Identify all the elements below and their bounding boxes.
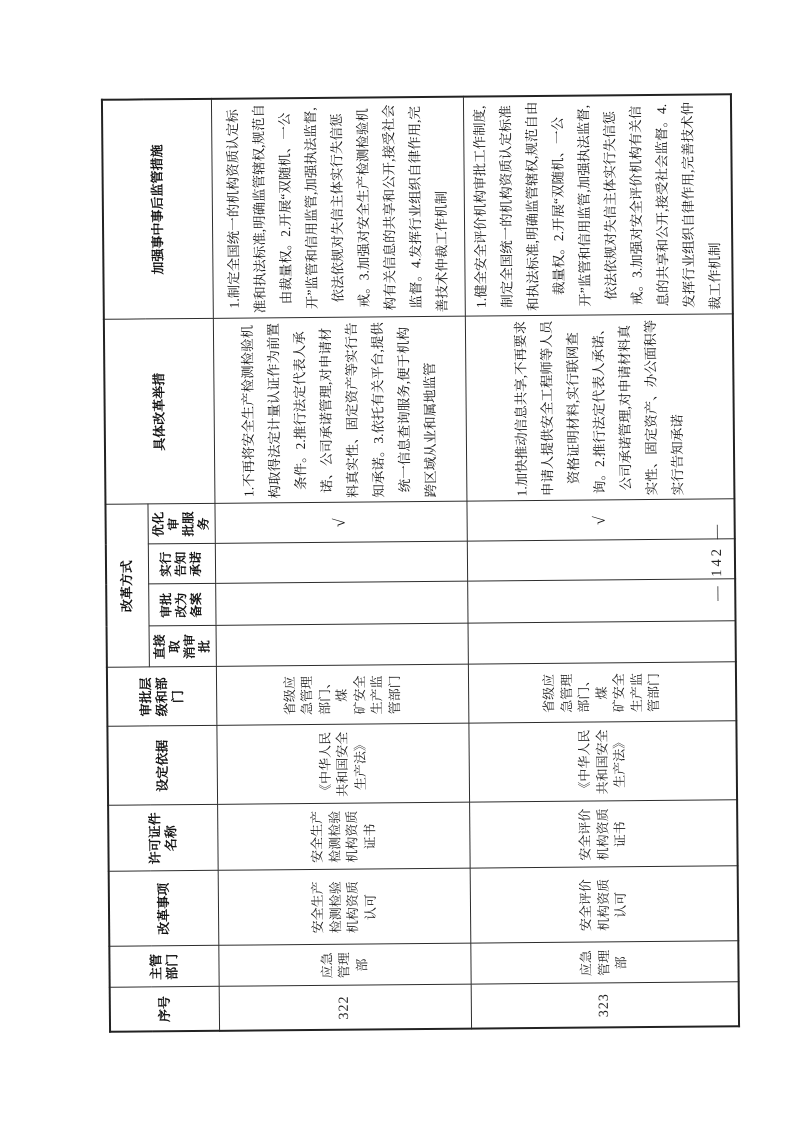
cell-reform-measures: 1.加快推动信息共享,不再要求申请人提供安全工程师等人员资格证明材料,实行联网查询。2.推行法定代表人承诺、公司承诺管理,对申请材料真实性、固定资产、办公面积等实行告知承诺 xyxy=(465,314,734,501)
table-row-322 xyxy=(211,97,471,1031)
col-header-legal-basis: 设定依据 xyxy=(107,726,217,806)
cell-reform-item: 安全生产 检测检验 机构资质 认可 xyxy=(218,869,471,946)
col-header-approval-level: 审批层 级和部 门 xyxy=(107,667,217,727)
checkmark-optimize-service: √ xyxy=(214,502,466,544)
cell-supervision-measures: 1.健全安全评价机构审批工作制度,制定全国统一的机构资质认定标准和执法标准,明确监管辖权,规范自由裁量权。2.开展“双随机、一公开”监管和信用监管,加强执法监督,依法依规对失信主体实行失信惩戒。3.加强对安全评价机构有关信息的共享和公开,接受社会监督。4.发挥行业组织自律作用,完善技术仲裁工作机制 xyxy=(463,94,732,316)
cell-department: 应急 管理 部 xyxy=(470,941,738,984)
col-header-reform-method: 改革方式 xyxy=(105,504,148,667)
cell-approval-level: 省级应 急管理 部门、煤 矿安全 生产监 管部门 xyxy=(216,665,469,726)
table-row-323 xyxy=(463,94,739,1028)
cell-license-name: 安全评价 机构资质 证书 xyxy=(469,800,737,868)
cell-change-to-record xyxy=(215,582,467,626)
col-header-reform-item: 改革事项 xyxy=(109,871,219,947)
cell-cancel-approval xyxy=(216,624,468,667)
cell-approval-level: 省级应 急管理 部门、煤 矿安全 生产监 管部门 xyxy=(468,662,736,723)
cell-reform-item: 安全评价 机构资质 认可 xyxy=(470,866,738,943)
cell-license-name: 安全生产 检测检验 机构资质 证书 xyxy=(217,803,470,871)
rotated-sheet xyxy=(101,95,749,1033)
checkmark-optimize-service: √ xyxy=(466,499,734,541)
landscape-content xyxy=(101,95,749,1033)
col-header-license-name: 许可证件 名称 xyxy=(108,805,218,872)
cell-legal-basis: 《中华人民 共和国安全 生产法》 xyxy=(468,721,736,802)
cell-department: 应急 管理 部 xyxy=(218,944,470,987)
cell-change-to-record xyxy=(467,579,735,623)
col-header-supervision: 加强事中事后监管措施 xyxy=(102,99,213,320)
cell-serial: 322 xyxy=(219,985,471,1031)
cell-notification-commitment xyxy=(467,539,735,581)
cell-supervision-measures: 1.制定全国统一的机构资质认定标准和执法标准,明确监管辖权,规范自由裁量权。2.开展“双随机、一公开”监管和信用监管,加强执法监督,依法依规对失信主体实行失信惩戒。3.加强对安全生产检测检验机构有关信息的共享和公开,接受社会监督。4.发挥行业组织自律作用,完善技术仲裁工作机制 xyxy=(211,97,465,319)
cell-serial: 323 xyxy=(471,982,739,1028)
subcol-header-change-to-record: 审批 改为 备案 xyxy=(148,584,215,627)
col-header-department: 主管 部门 xyxy=(109,946,218,988)
cell-cancel-approval xyxy=(468,621,736,664)
cell-legal-basis: 《中华人民 共和国安全 生产法》 xyxy=(216,724,469,805)
subcol-header-notification-commitment: 实行 告知 承诺 xyxy=(148,544,215,585)
cell-notification-commitment xyxy=(215,542,467,584)
subcol-header-cancel-approval: 直接取 消审批 xyxy=(149,626,216,668)
col-header-serial: 序号 xyxy=(110,987,219,1032)
reform-items-table xyxy=(101,93,740,1032)
page-number: — 142 — xyxy=(708,521,726,602)
col-header-measures: 具体改革举措 xyxy=(104,319,215,505)
subcol-header-optimize-service: 优化审 批服务 xyxy=(147,504,214,545)
cell-reform-measures: 1.不再将安全生产检测检验机构取得法定计量认证作为前置条件。2.推行法定代表人承诺、公司承诺管理,对申请材料真实性、固定资产等实行告知承诺。3.依托有关平台,提供统一信息查询服务,便于机构跨区域从业和属地监管 xyxy=(213,317,467,504)
